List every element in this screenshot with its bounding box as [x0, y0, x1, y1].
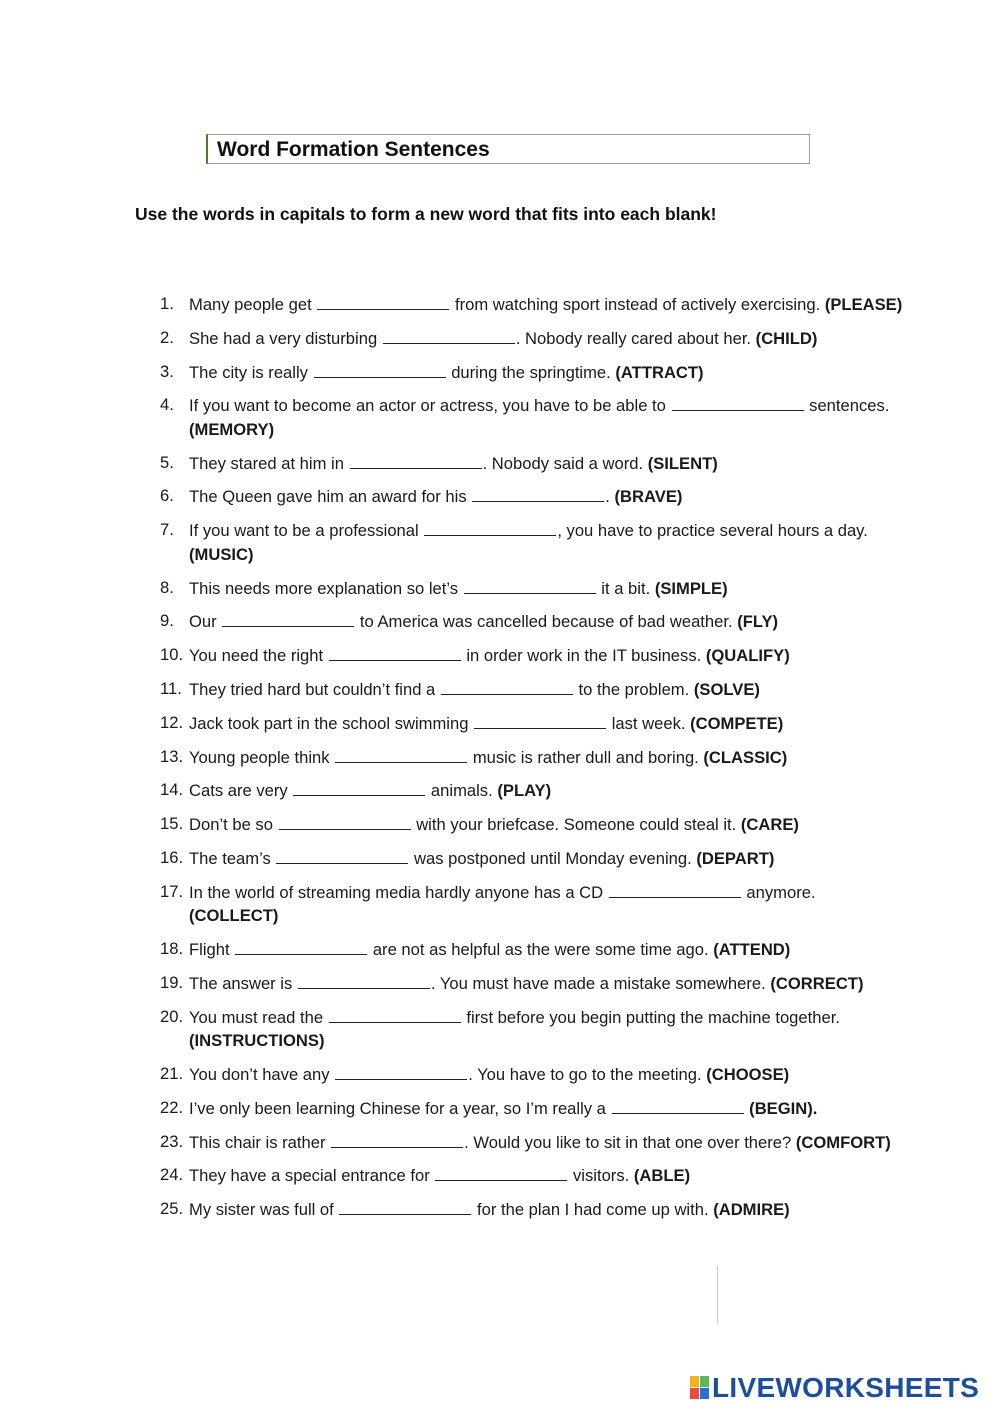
sentence-start: This chair is rather: [189, 1132, 326, 1152]
item-number: 4.: [160, 395, 174, 415]
sentence-start: My sister was full of: [189, 1200, 334, 1220]
item-number: 6.: [160, 486, 174, 506]
item-number: 22.: [160, 1097, 184, 1117]
sentence-end: was postponed until Monday evening.: [414, 848, 692, 868]
item-number: 2.: [160, 327, 174, 347]
exercise-item: [160, 393, 905, 441]
sentence-end: . Nobody said a word.: [482, 453, 644, 473]
word-hint: (QUALIFY): [705, 646, 790, 666]
word-hint: (CARE): [740, 815, 799, 835]
exercise-item: [160, 1163, 905, 1188]
sentence-start: You need the right: [189, 646, 324, 666]
word-hint: (PLEASE): [824, 295, 903, 314]
answer-blank[interactable]: [329, 643, 461, 661]
sentence-start: If you want to become an actor or actress, you have to be able to: [189, 396, 666, 416]
sentence-start: The city is really: [189, 362, 308, 382]
word-hint: (ABLE): [633, 1166, 691, 1186]
sentence-end: , you have to practice several hours a day.: [557, 521, 868, 541]
liveworksheets-logo: [690, 1372, 979, 1404]
item-number: 5.: [160, 452, 174, 472]
sentence-end: in order work in the IT business.: [466, 646, 702, 666]
exercise-item: [160, 484, 905, 509]
word-hint: (SIMPLE): [654, 578, 728, 598]
sentence-end: visitors.: [573, 1166, 630, 1186]
answer-blank[interactable]: [222, 609, 354, 627]
answer-blank[interactable]: [472, 484, 604, 502]
logo-text: LIVEWORKSHEETS: [712, 1372, 980, 1403]
sentence-end: during the springtime.: [451, 362, 611, 382]
sentence-start: Flight: [189, 940, 230, 960]
sentence-start: They stared at him in: [189, 453, 344, 473]
item-number: 25.: [160, 1199, 184, 1219]
divider-line: [717, 1266, 718, 1324]
exercise-item: [160, 1096, 905, 1121]
sentence-end: to the problem.: [578, 679, 690, 699]
item-number: 14.: [160, 780, 184, 800]
sentence-end: . Would you like to sit in that one over there?: [464, 1132, 792, 1152]
exercise-item: [160, 360, 905, 385]
sentence-end: .: [605, 487, 610, 507]
sentence-end: first before you begin putting the machine together.: [466, 1007, 840, 1027]
exercise-item: [160, 971, 905, 996]
sentence-start: They have a special entrance for: [189, 1166, 430, 1186]
answer-blank[interactable]: [383, 326, 515, 344]
sentence-end: . You have to go to the meeting.: [468, 1064, 702, 1084]
sentence-end: . You must have made a mistake somewhere.: [430, 973, 766, 993]
word-hint: (CLASSIC): [703, 747, 788, 767]
answer-blank[interactable]: [335, 1062, 467, 1080]
sentence-start: Many people get: [189, 295, 312, 314]
answer-blank[interactable]: [424, 518, 556, 536]
exercise-item: [160, 1197, 905, 1222]
item-number: 11.: [160, 678, 182, 698]
item-number: 7.: [160, 520, 174, 540]
sentence-end: music is rather dull and boring.: [472, 747, 699, 767]
exercise-item: [160, 880, 905, 928]
word-hint: (BEGIN).: [749, 1098, 818, 1118]
sentence-start: In the world of streaming media hardly anyone has a CD: [189, 882, 604, 902]
item-number: 10.: [160, 645, 184, 665]
word-hint: (CORRECT): [770, 973, 864, 993]
exercise-item: [160, 643, 905, 668]
word-hint: (ATTRACT): [615, 362, 704, 382]
sentence-end: . Nobody really cared about her.: [515, 328, 752, 348]
answer-blank[interactable]: [609, 880, 741, 898]
word-hint: (COLLECT): [189, 906, 279, 926]
exercise-item: [160, 576, 905, 601]
exercise-item: [160, 677, 905, 702]
exercise-item: [160, 937, 905, 962]
exercise-item: [160, 518, 905, 566]
exercise-item: [160, 292, 905, 317]
exercise-item: [160, 1005, 905, 1053]
sentence-start: Cats are very: [189, 781, 288, 801]
word-hint: (DEPART): [696, 848, 775, 868]
word-hint: (INSTRUCTIONS): [189, 1031, 325, 1051]
sentence-end: for the plan I had come up with.: [477, 1200, 709, 1220]
answer-blank[interactable]: [464, 576, 596, 594]
word-hint: (COMFORT): [795, 1132, 891, 1152]
item-number: 16.: [160, 847, 184, 867]
sentence-start: Our: [189, 612, 217, 632]
sentence-start: Jack took part in the school swimming: [189, 713, 469, 733]
exercise-item: [160, 812, 905, 837]
word-hint: (SOLVE): [693, 679, 760, 699]
exercise-item: [160, 451, 905, 476]
answer-blank[interactable]: [317, 292, 449, 310]
word-hint: (PLAY): [497, 781, 552, 801]
answer-blank[interactable]: [350, 451, 482, 469]
sentence-start: You don’t have any: [189, 1064, 330, 1084]
exercise-item: [160, 745, 905, 770]
item-number: 1.: [160, 294, 174, 313]
answer-blank[interactable]: [672, 393, 804, 411]
answer-blank[interactable]: [612, 1096, 744, 1114]
word-hint: (CHOOSE): [706, 1064, 790, 1084]
item-number: 21.: [160, 1063, 184, 1083]
instruction-text: Use the words in capitals to form a new word that fits into each blank!: [135, 204, 717, 224]
liveworksheets-logo-icon: [690, 1376, 710, 1400]
sentence-end: to America was cancelled because of bad weather.: [359, 612, 733, 632]
exercise-item: [160, 711, 905, 736]
sentence-start: They tried hard but couldn’t find a: [189, 679, 436, 699]
sentence-end: are not as helpful as the were some time ago.: [372, 940, 709, 960]
exercise-item: [160, 778, 905, 803]
title-box: [206, 134, 810, 164]
word-hint: (MUSIC): [189, 544, 254, 564]
sentence-start: Don’t be so: [189, 815, 273, 835]
item-number: 8.: [160, 577, 174, 597]
word-hint: (ATTEND): [713, 940, 791, 960]
item-number: 12.: [160, 712, 184, 732]
exercise-item: [160, 326, 905, 351]
exercise-list: [160, 292, 905, 1231]
answer-blank[interactable]: [441, 677, 573, 695]
answer-blank[interactable]: [435, 1163, 567, 1181]
item-number: 24.: [160, 1165, 184, 1185]
item-number: 13.: [160, 746, 184, 766]
item-number: 17.: [160, 881, 184, 901]
word-hint: (COMPETE): [690, 713, 784, 733]
sentence-end: it a bit.: [601, 578, 651, 598]
sentence-start: The answer is: [189, 973, 293, 993]
sentence-start: The Queen gave him an award for his: [189, 487, 467, 507]
item-number: 3.: [160, 361, 174, 381]
sentence-end: with your briefcase. Someone could steal it.: [416, 815, 737, 835]
answer-blank[interactable]: [335, 745, 467, 763]
sentence-end: from watching sport instead of actively exercising.: [454, 295, 821, 314]
sentence-start: Young people think: [189, 747, 330, 767]
item-number: 20.: [160, 1006, 184, 1026]
answer-blank[interactable]: [279, 812, 411, 830]
sentence-start: This needs more explanation so let’s: [189, 578, 459, 598]
item-number: 19.: [160, 972, 184, 992]
word-hint: (SILENT): [647, 453, 718, 473]
exercise-item: [160, 1130, 905, 1155]
sentence-start: You must read the: [189, 1007, 324, 1027]
sentence-start: I’ve only been learning Chinese for a year, so I’m really a: [189, 1098, 606, 1118]
item-number: 9.: [160, 611, 174, 631]
sentence-end: anymore.: [746, 882, 816, 902]
exercise-item: [160, 846, 905, 871]
answer-blank[interactable]: [293, 778, 425, 796]
exercise-item: [160, 1062, 905, 1087]
answer-blank[interactable]: [329, 1005, 461, 1023]
item-number: 23.: [160, 1131, 184, 1151]
answer-blank[interactable]: [235, 937, 367, 955]
sentence-end: last week.: [611, 713, 686, 733]
sentence-start: She had a very disturbing: [189, 328, 378, 348]
answer-blank[interactable]: [474, 711, 606, 729]
word-hint: (ADMIRE): [713, 1200, 790, 1220]
word-hint: (CHILD): [755, 328, 818, 348]
sentence-start: If you want to be a professional: [189, 521, 419, 541]
sentence-start: The team’s: [189, 848, 271, 868]
page-title: Word Formation Sentences: [217, 138, 490, 161]
sentence-end: animals.: [430, 781, 493, 801]
item-number: 18.: [160, 939, 184, 959]
answer-blank[interactable]: [298, 971, 430, 989]
answer-blank[interactable]: [314, 360, 446, 378]
answer-blank[interactable]: [331, 1130, 463, 1148]
sentence-end: sentences.: [809, 396, 890, 416]
answer-blank[interactable]: [339, 1197, 471, 1215]
item-number: 15.: [160, 814, 184, 834]
answer-blank[interactable]: [276, 846, 408, 864]
word-hint: (FLY): [737, 612, 779, 632]
exercise-item: [160, 609, 905, 634]
word-hint: (BRAVE): [614, 487, 683, 507]
word-hint: (MEMORY): [189, 419, 275, 439]
